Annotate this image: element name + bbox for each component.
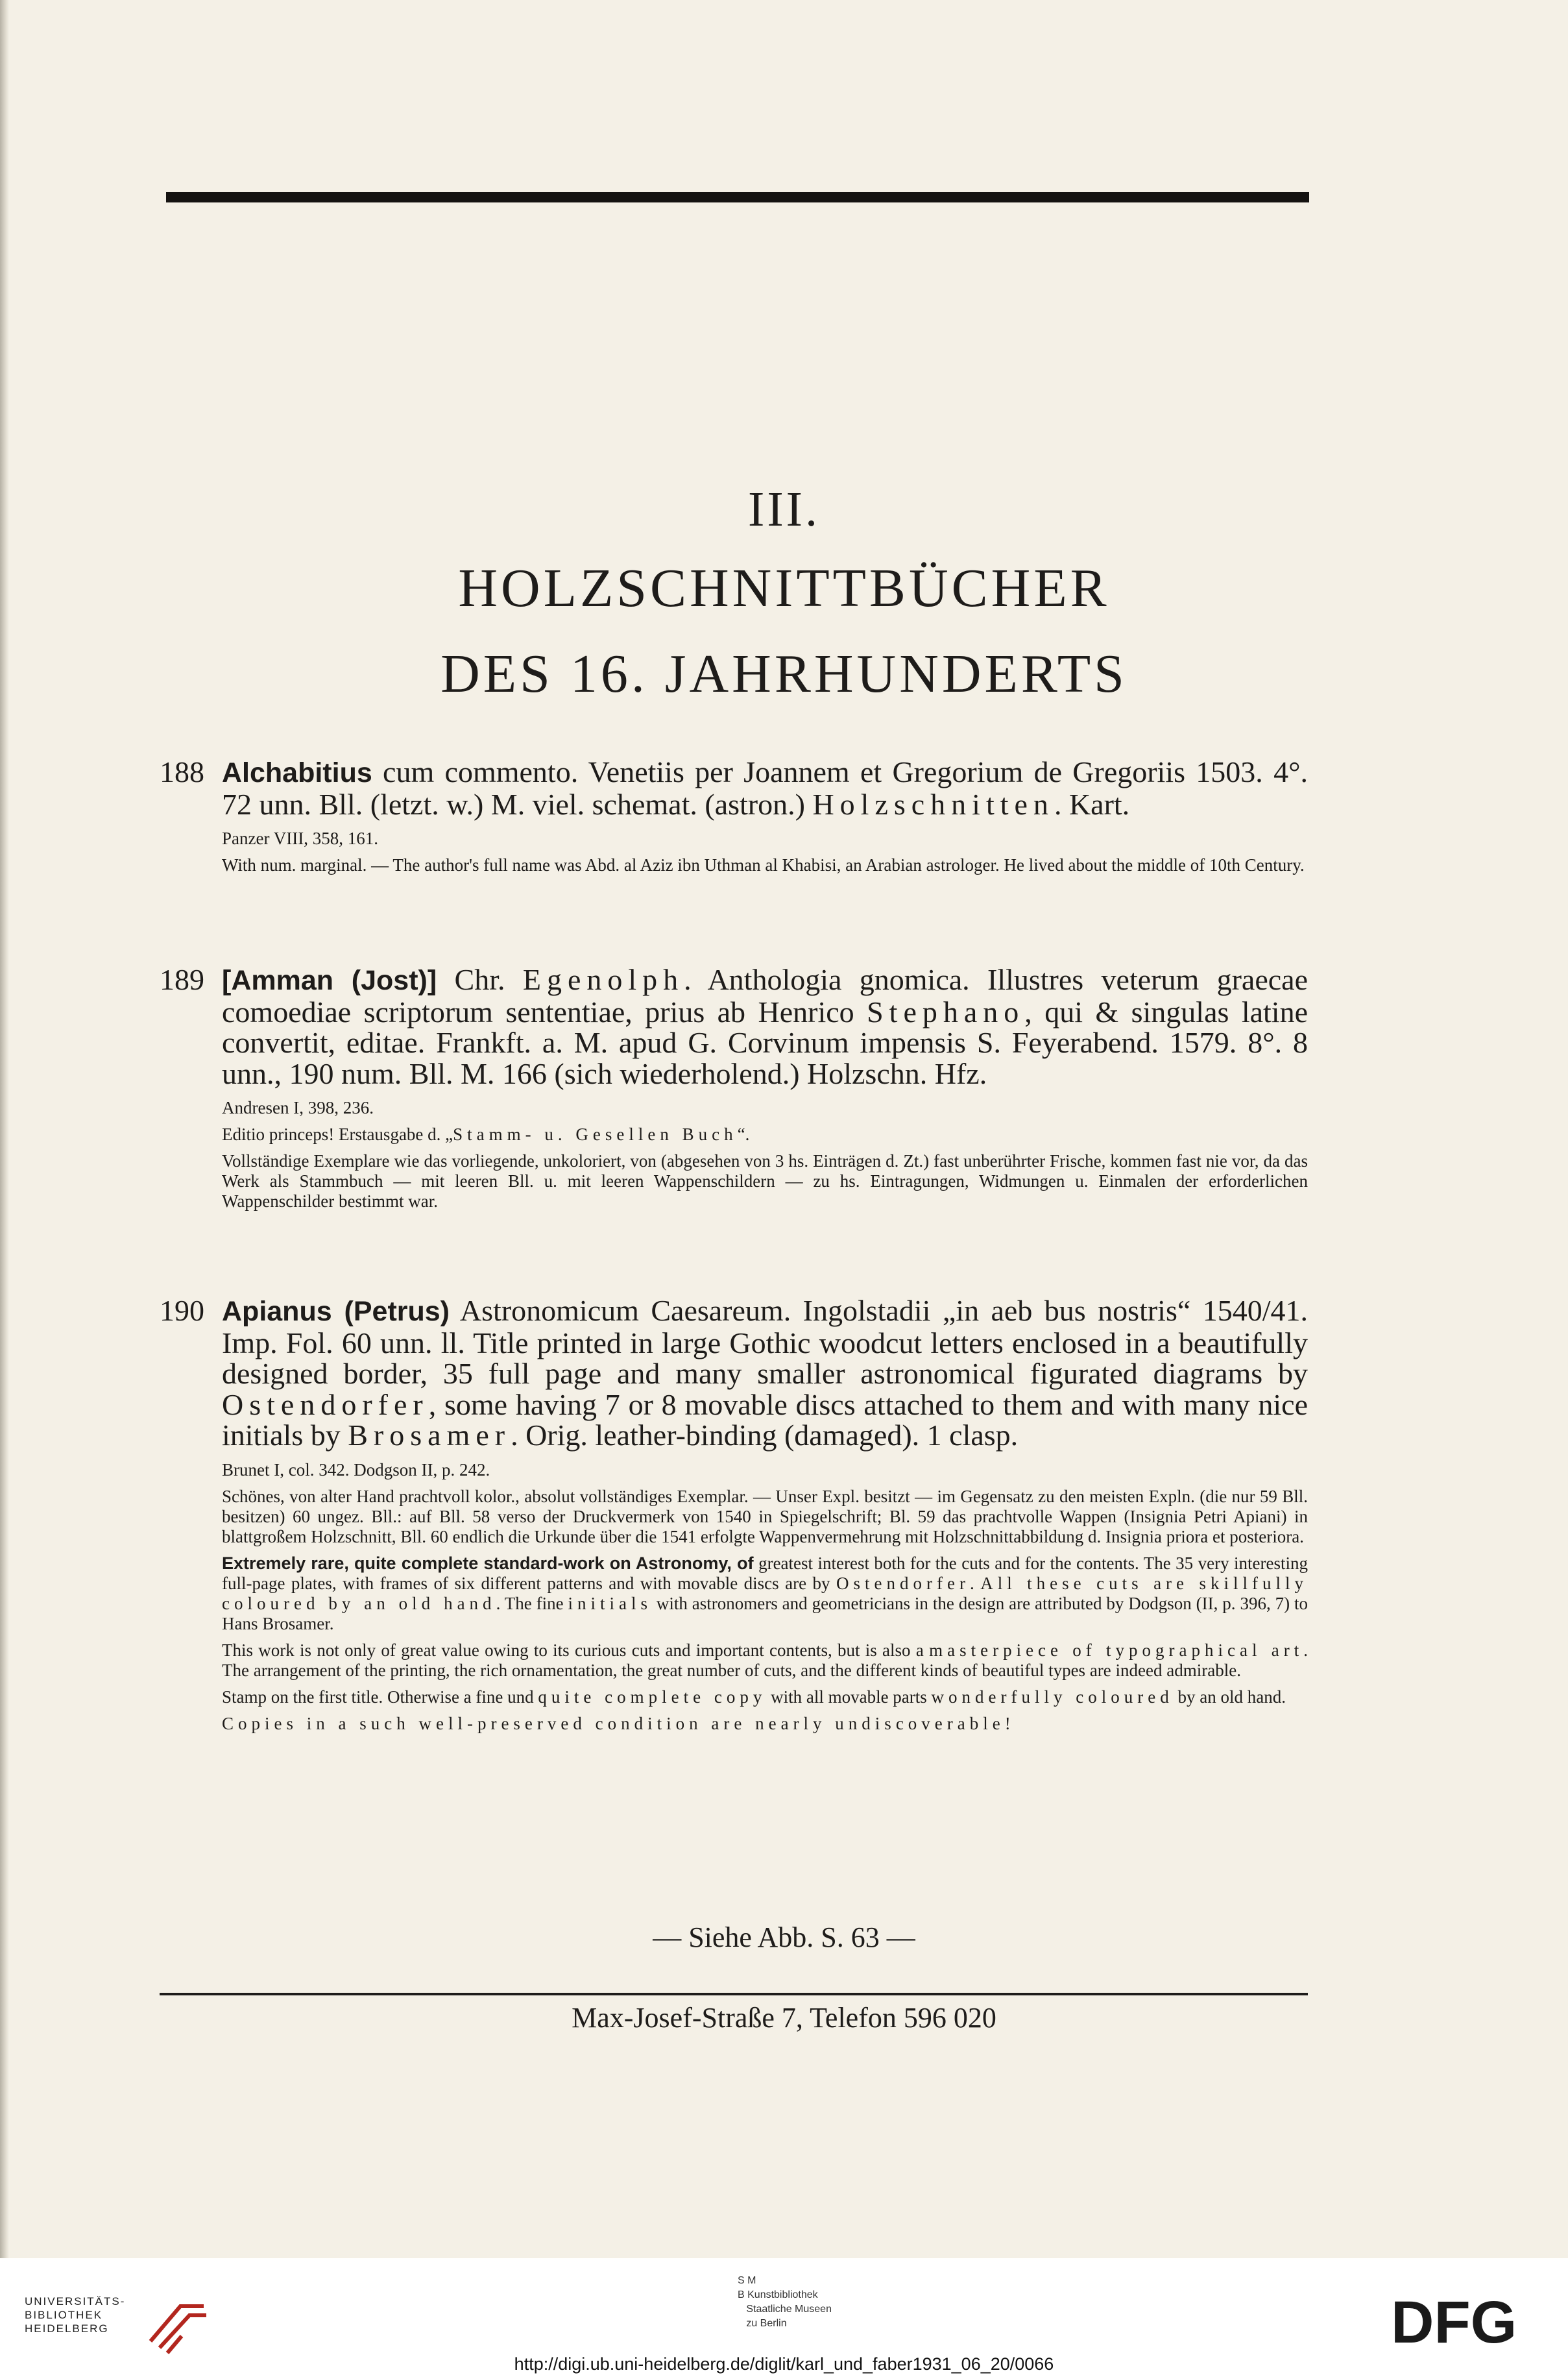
entry-note: Copies in a such well-preserved condition are nearly undiscoverable! [222,1713,1015,1733]
entry-note: Vollständige Exemplare wie das vorliegende, unkoloriert, von (abgesehen von 3 hs. Einträgen d. Zt.) fast unberührter Frische, kommen fast nie vor, da das Werk als Stammbuch — mit leeren Bll. u. mit leeren Wappenschildern — zu hs. Eintragungen, Widmungen u. Einmalen der erforderlichen Wappenschilder bestimmt war. [222,1151,1308,1211]
dfg-logo [1391,2293,1547,2352]
entry-reference: Andresen I, 398, 236. [222,1098,374,1117]
library-logo [25,2295,206,2359]
lot-number: 189 [160,963,204,996]
top-rule [166,192,1309,202]
library-name-line3: HEIDELBERG [25,2322,109,2335]
catalog-entry-188 [160,757,1308,875]
bottom-rule [160,1993,1308,1995]
lot-number: 190 [160,1294,204,1327]
entry-author: Alchabitius [222,757,372,788]
entry-author: [Amman (Jost)] [222,965,437,996]
entry-description: [Amman (Jost)] Chr. Egenolph. Anthologia gnomica. Illustres veterum graecae comoediae scriptorum sententiae, prius ab Henrico Stephano, qui & singulas latine convertit, editae. Frankft. a. M. apud G. Corvinum impensis S. Feyerabend. 1579. 8°. 8 unn., 190 num. Bll. M. 166 (sich wiederholend.) Holzschn. Hfz. [222,963,1309,1090]
entry-reference: Brunet I, col. 342. Dodgson II, p. 242. [222,1459,490,1480]
entry-note: This work is not only of great value owing to its curious cuts and important contents, but is also a masterpiece of typographical art. The arrangement of the printing, the rich ornamentation, the great number of cuts, and the different kinds of beautiful types are indeed admirable. [222,1640,1309,1680]
page-binding-edge [0,0,9,2258]
entry-reference: Panzer VIII, 358, 161. [222,829,378,848]
entry-note: Stamp on the first title. Otherwise a fine und quite complete copy with all movable parts wonderfully coloured by an old hand. [222,1687,1286,1707]
catalog-entry-190 [160,1295,1308,1734]
dfg-logo-text: DFG [1391,2293,1517,2352]
section-title-line2: DES 16. JAHRHUNDERTS [440,644,1128,704]
entry-note: Editio princeps! Erstausgabe d. „Stamm- u. Gesellen Buch“. [222,1125,750,1144]
see-also-reference: — Siehe Abb. S. 63 — [653,1921,915,1953]
entry-note: With num. marginal. — The author's full name was Abd. al Aziz ibn Uthman al Khabisi, an Arabian astrologer. He lived about the middle of 10th Century. [222,855,1305,875]
entry-description: Apianus (Petrus) Astronomicum Caesareum. Ingolstadii „in aeb bus nostris“ 1540/41. Imp. Fol. 60 unn. ll. Title printed in large Gothic woodcut letters enclosed in a beautifully designed border, 35 full page and many smaller astronomical figurated diagrams by Ostendorfer, some having 7 or 8 movable discs attached to them and with many nice initials by Brosamer. Orig. leather-binding (damaged). 1 clasp. [222,1294,1308,1452]
entry-note: Extremely rare, quite complete standard-work on Astronomy, of greatest interest both for the cuts and for the contents. The 35 very interesting full-page plates, with frames of six different patterns and with movable discs are by Ostendorfer. All these cuts are skillfully coloured by an old hand. The fine initials with astronomers and geometricians in the design are attributed by Dodgson (II, p. 396, 7) to Hans Brosamer. [222,1553,1309,1633]
catalog-entry-189 [160,964,1308,1212]
museum-stamp: S M B Kunstbibliothek Staatliche Museen zu Berlin [738,2275,832,2329]
lot-number: 188 [160,755,204,788]
section-title-line1: HOLZSCHNITTBÜCHER [458,558,1110,618]
library-name-line1: UNIVERSITÄTS- [25,2295,126,2308]
entry-note: Schönes, von alter Hand prachtvoll kolor., absolut vollständiges Exemplar. — Unser Expl. besitzt — im Gegensatz zu den meisten Expln. (die nur 59 Bll. besitzen) 60 ungez. Bll.: auf Bll. 58 verso der Druckvermerk von 1540 in Spiegelschrift; Bl. 59 das prachtvolle Wappen (Insignia Petri Apiani) in blattgroßem Holzschnitt, Bll. 60 endlich die Urkunde über die 1541 erfolgte Wappenvermehrung mit Holzschnittabbildung d. Insignia priora et posteriora. [222,1486,1308,1546]
page-url-link[interactable]: http://digi.ub.uni-heidelberg.de/diglit/karl_und_faber1931_06_20/0066 [514,2354,1054,2374]
entry-author: Apianus (Petrus) [222,1296,450,1327]
viewer-footer [0,2258,1568,2375]
publisher-address: Max-Josef-Straße 7, Telefon 596 020 [572,2002,996,2034]
library-emblem-icon [141,2296,213,2354]
library-name-line2: BIBLIOTHEK [25,2309,103,2321]
entry-description: Alchabitius cum commento. Venetiis per Joannem et Gregorium de Gregoriis 1503. 4°. 72 unn. Bll. (letzt. w.) M. viel. schemat. (astron.) Holzschnitten. Kart. [222,755,1308,821]
section-number: III. [748,482,820,537]
